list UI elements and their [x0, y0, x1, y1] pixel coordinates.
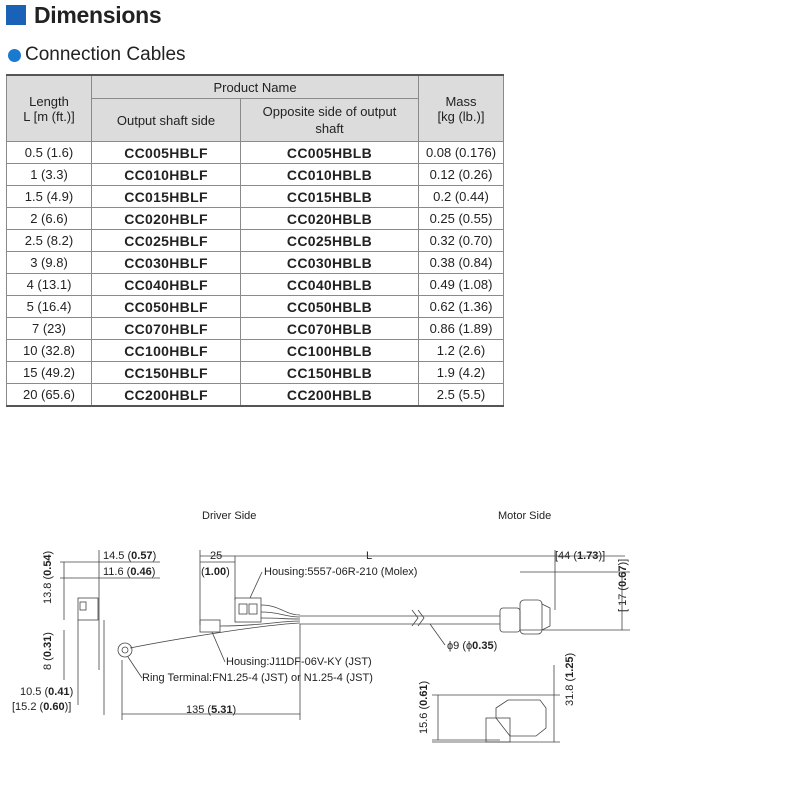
diameter-9-label: ϕ9 (ϕ0.35): [447, 640, 498, 652]
header-length-line1: Length: [29, 93, 69, 109]
header-opposite-line1: Opposite side of output: [262, 104, 397, 119]
cell-output-part: CC010HBLF: [92, 164, 241, 186]
cell-opposite-part: CC010HBLB: [241, 164, 419, 186]
wire-1: [261, 605, 300, 615]
front-cable-stub: [486, 718, 510, 742]
bullet-dot-icon: [8, 49, 21, 62]
section-subtitle: [8, 44, 186, 66]
cables-table: [6, 74, 504, 407]
cell-output-part: CC040HBLF: [92, 274, 241, 296]
molex-pin-2: [249, 604, 257, 614]
cell-length: 2.5 (8.2): [7, 230, 92, 252]
dia-leader: [430, 624, 445, 645]
table-row: [7, 252, 504, 274]
dim-10-5: 10.5 (0.41): [20, 686, 74, 698]
cell-length: 3 (9.8): [7, 252, 92, 274]
dim-14-5: 14.5 (0.57): [103, 550, 157, 562]
cell-output-part: CC015HBLF: [92, 186, 241, 208]
cell-length: 2 (6.6): [7, 208, 92, 230]
dim-17: [ 17 (0.67)]: [617, 558, 629, 612]
cell-length: 20 (65.6): [7, 384, 92, 407]
cell-output-part: CC200HBLF: [92, 384, 241, 407]
cell-output-part: CC070HBLF: [92, 318, 241, 340]
table-body: [7, 142, 504, 407]
cell-length: 4 (13.1): [7, 274, 92, 296]
table-row: [7, 274, 504, 296]
cell-mass: 0.86 (1.89): [419, 318, 504, 340]
molex-leader: [250, 572, 262, 598]
cell-length: 5 (16.4): [7, 296, 92, 318]
ring-terminal-hole: [122, 647, 128, 653]
cell-output-part: CC100HBLF: [92, 340, 241, 362]
cell-mass: 0.32 (0.70): [419, 230, 504, 252]
cell-output-part: CC050HBLF: [92, 296, 241, 318]
motor-connector-body: [520, 600, 542, 634]
cell-opposite-part: CC005HBLB: [241, 142, 419, 164]
title-square-icon: [6, 5, 26, 25]
cell-mass: 2.5 (5.5): [419, 384, 504, 407]
table-row: [7, 384, 504, 407]
ground-wire: [130, 623, 300, 648]
cell-mass: 0.12 (0.26): [419, 164, 504, 186]
jst-housing: [200, 620, 220, 632]
side-connector-body: [78, 598, 98, 620]
header-mass-line1: Mass: [445, 93, 477, 109]
dim-8: 8 (0.31): [42, 632, 54, 670]
housing-molex-label: Housing:5557-06R-210 (Molex): [264, 566, 418, 578]
dim-15-2: [15.2 (0.60)]: [12, 701, 72, 713]
cell-output-part: CC025HBLF: [92, 230, 241, 252]
header-mass-line2: [kg (lb.)]: [437, 108, 485, 124]
table-row: [7, 186, 504, 208]
dim-L: L: [366, 550, 373, 562]
side-connector-detail: [80, 602, 86, 610]
cable-break-2: [418, 610, 424, 626]
cell-length: 0.5 (1.6): [7, 142, 92, 164]
cell-opposite-part: CC030HBLB: [241, 252, 419, 274]
table-row: [7, 318, 504, 340]
cell-length: 15 (49.2): [7, 362, 92, 384]
cell-opposite-part: CC015HBLB: [241, 186, 419, 208]
header-output-shaft: Output shaft side: [92, 99, 241, 142]
subtitle-text: Connection Cables: [25, 44, 186, 65]
cell-length: 1.5 (4.9): [7, 186, 92, 208]
title-text: Dimensions: [34, 1, 162, 28]
table-row: [7, 296, 504, 318]
cell-output-part: CC030HBLF: [92, 252, 241, 274]
cell-mass: 0.49 (1.08): [419, 274, 504, 296]
motor-connector-latch: [542, 604, 550, 630]
cell-output-part: CC005HBLF: [92, 142, 241, 164]
header-length: [7, 75, 92, 142]
cell-opposite-part: CC070HBLB: [241, 318, 419, 340]
cell-mass: 0.25 (0.55): [419, 208, 504, 230]
cell-opposite-part: CC150HBLB: [241, 362, 419, 384]
dim-15-6: 15.6 (0.61): [418, 680, 430, 734]
dim-31-8: 31.8 (1.25): [564, 652, 576, 706]
cell-length: 1 (3.3): [7, 164, 92, 186]
jst-leader: [212, 632, 225, 662]
dim-135: 135 (5.31): [186, 704, 237, 716]
cell-mass: 1.2 (2.6): [419, 340, 504, 362]
dim-25: 25: [210, 550, 223, 562]
cell-opposite-part: CC100HBLB: [241, 340, 419, 362]
cell-opposite-part: CC020HBLB: [241, 208, 419, 230]
header-opposite-line2: shaft: [315, 121, 344, 136]
cell-length: 7 (23): [7, 318, 92, 340]
molex-pin-1: [239, 604, 247, 614]
cell-mass: 0.08 (0.176): [419, 142, 504, 164]
dim-13-8: 13.8 (0.54): [42, 550, 54, 604]
motor-side-label: Motor Side: [498, 510, 552, 522]
dim-11-6: 11.6 (0.46): [103, 566, 156, 578]
ring-terminal-label: Ring Terminal:FN1.25-4 (JST) or N1.25-4 (JST): [142, 672, 373, 684]
cell-output-part: CC150HBLF: [92, 362, 241, 384]
header-opposite-side: [241, 99, 419, 142]
cell-mass: 0.62 (1.36): [419, 296, 504, 318]
driver-side-label: Driver Side: [202, 510, 257, 522]
table-row: [7, 230, 504, 252]
cell-opposite-part: CC200HBLB: [241, 384, 419, 407]
cell-mass: 0.38 (0.84): [419, 252, 504, 274]
table-row: [7, 208, 504, 230]
table-row: [7, 164, 504, 186]
cell-opposite-part: CC040HBLB: [241, 274, 419, 296]
header-length-line2: L [m (ft.)]: [23, 108, 75, 124]
cable-dimension-drawing: [0, 500, 800, 800]
ring-leader: [128, 657, 142, 678]
cell-mass: 1.9 (4.2): [419, 362, 504, 384]
dim-44: [44 (1.73)]: [555, 550, 606, 562]
table-row: [7, 362, 504, 384]
page-title: [6, 2, 161, 28]
wire-3: [261, 618, 300, 619]
cell-length: 10 (32.8): [7, 340, 92, 362]
cell-mass: 0.2 (0.44): [419, 186, 504, 208]
cell-output-part: CC020HBLF: [92, 208, 241, 230]
cell-opposite-part: CC025HBLB: [241, 230, 419, 252]
header-product-name: Product Name: [92, 75, 419, 99]
header-mass: [419, 75, 504, 142]
cable-break-1: [412, 610, 418, 626]
motor-connector-neck: [500, 608, 520, 632]
ring-terminal: [118, 643, 132, 657]
housing-jst-label: Housing:J11DF-06V-KY (JST): [226, 656, 372, 668]
table-row: [7, 142, 504, 164]
dim-1-00: (1.00): [201, 566, 230, 578]
cell-opposite-part: CC050HBLB: [241, 296, 419, 318]
table-row: [7, 340, 504, 362]
